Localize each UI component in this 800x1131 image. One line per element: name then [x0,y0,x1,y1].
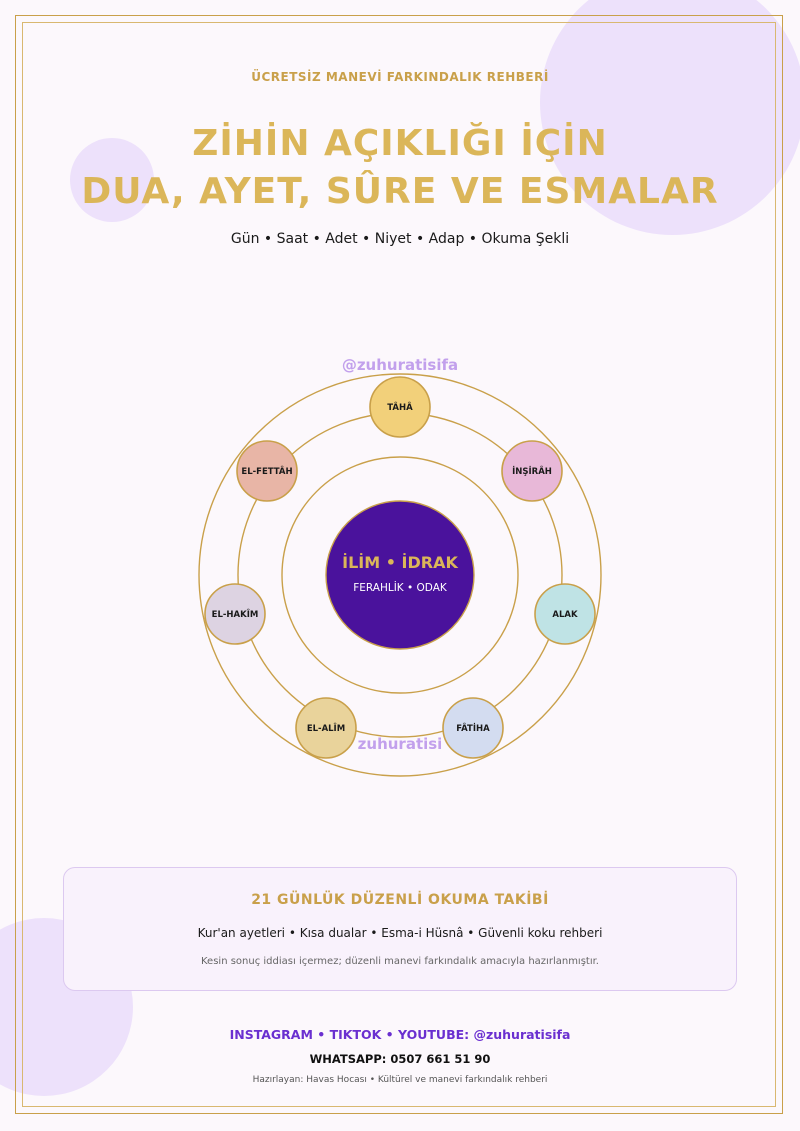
node-label: EL-HAKÎM [211,610,259,620]
page-subtitle: Gün • Saat • Adet • Niyet • Adap • Okuma Şekli [230,231,570,247]
page-title [0,120,800,216]
reading-tracker-panel [63,867,737,991]
watermark-bottom: zuhuratisi [357,735,443,753]
node-label: ALAK [552,610,578,620]
node-fatiha [443,698,503,758]
node-label: EL-FETTÂH [241,467,293,477]
center-circle [326,501,474,649]
node-el-hakim [205,584,265,644]
node-label: FÂTİHA [456,724,490,734]
panel-contents: Kur'an ayetleri • Kısa dualar • Esma-i Hüsnâ • Güvenli koku rehberi [197,926,603,940]
node-label: EL-ALÎM [306,724,346,734]
center-subtitle: FERAHLİK • ODAK [353,582,447,594]
panel-disclaimer: Kesin sonuç iddiası içermez; düzenli manevi farkındalık amacıyla hazırlanmıştır. [201,956,599,967]
credit-line: Hazırlayan: Havas Hocası • Kültürel ve manevi farkındalık rehberi [252,1075,548,1085]
node-alak [535,584,595,644]
title-line-1: ZİHİN AÇIKLIĞI İÇİN [192,123,608,164]
kicker-text: ÜCRETSİZ MANEVİ FARKINDALIK REHBERİ [251,70,549,84]
social-links: INSTAGRAM • TIKTOK • YOUTUBE: @zuhuratisifa [229,1027,571,1042]
node-el-fettah [237,441,297,501]
node-el-alim [296,698,356,758]
watermark-top: @zuhuratisifa [341,356,459,374]
orbit-diagram [190,345,610,785]
node-taha [370,377,430,437]
node-insirah [502,441,562,501]
center-title: İLİM • İDRAK [342,553,458,572]
whatsapp-contact: WHATSAPP: 0507 661 51 90 [309,1052,491,1066]
title-line-2: DUA, AYET, SÛRE VE ESMALAR [81,171,719,212]
panel-title: 21 GÜNLÜK DÜZENLİ OKUMA TAKİBİ [251,892,549,908]
node-label: TÂHÂ [387,403,413,413]
node-label: İNŞİRÂH [512,467,552,477]
